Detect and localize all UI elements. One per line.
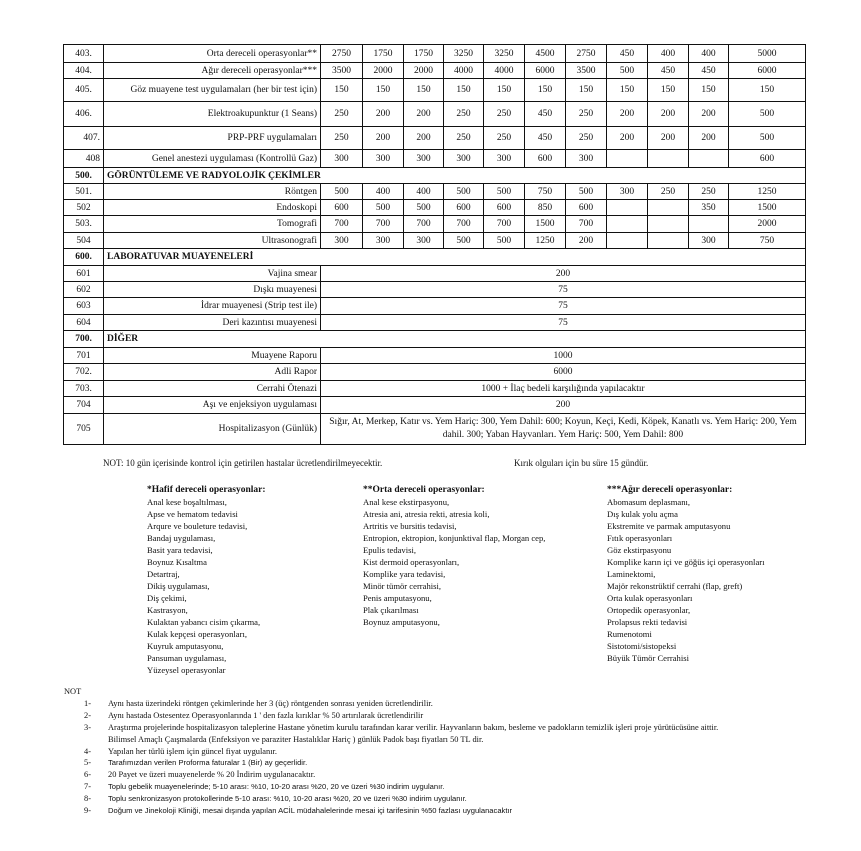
price-cell: 150 xyxy=(444,79,484,102)
section-code: 500. xyxy=(64,168,104,184)
footnote-number: 9- xyxy=(84,806,91,816)
table-row xyxy=(64,298,806,315)
price-cell: 200 xyxy=(363,102,404,127)
price-cell: 700 xyxy=(444,216,484,233)
list-item: Abomasum deplasmanı, xyxy=(607,497,691,507)
footnote-text: Doğum ve Jinekoloji Kliniği, mesai dışında yapılan ACİL müdahalelerinde mesai içi tarifesinin %50 fazlası uygulanacaktır xyxy=(108,806,513,816)
price-cell: 200 xyxy=(648,127,689,150)
row-code: 404. xyxy=(64,63,104,79)
price-cell: 200 xyxy=(648,102,689,127)
section-title: LABORATUVAR MUAYENELERİ xyxy=(104,249,806,266)
footnote-number: 5- xyxy=(84,758,91,768)
list-item: Kuyruk amputasyonu, xyxy=(147,641,224,651)
price-cell: 300 xyxy=(444,150,484,168)
price-cell: 500 xyxy=(729,102,806,127)
price-cell: 250 xyxy=(484,127,525,150)
list-item: Komplike karın içi ve göğüs içi operasyonları xyxy=(607,557,765,567)
row-description: Elektroakupunktur (1 Seans) xyxy=(104,102,321,127)
table-row xyxy=(64,397,806,414)
price-cell: 700 xyxy=(484,216,525,233)
row-price: 200 xyxy=(321,397,806,414)
price-cell xyxy=(648,233,689,249)
row-code: 504 xyxy=(64,233,104,249)
price-cell: 200 xyxy=(404,127,444,150)
price-cell: 300 xyxy=(689,233,729,249)
table-row xyxy=(64,266,806,282)
table-row xyxy=(64,348,806,364)
price-cell: 500 xyxy=(566,184,607,200)
footnote-item xyxy=(64,769,718,781)
table-row xyxy=(64,282,806,298)
row-description: Deri kazıntısı muayenesi xyxy=(104,315,321,331)
table-row xyxy=(64,233,806,249)
row-price: 1000 xyxy=(321,348,806,364)
light-operations-list xyxy=(147,484,266,676)
footnote-number: 1- xyxy=(84,698,91,708)
price-cell: 2750 xyxy=(566,45,607,63)
table-row xyxy=(64,200,806,216)
list-item: Kist dermoid operasyonları, xyxy=(363,557,460,567)
price-cell: 150 xyxy=(566,79,607,102)
list-item: Büyük Tümör Cerrahisi xyxy=(607,653,689,663)
price-cell: 850 xyxy=(525,200,566,216)
row-price: 200 xyxy=(321,266,806,282)
price-cell: 750 xyxy=(525,184,566,200)
row-description: Ultrasonografi xyxy=(104,233,321,249)
medium-operations-list xyxy=(363,484,545,628)
footnote-number: 7- xyxy=(84,782,91,792)
footnote-text: Aynı hastada Ostesentez Operasyonlarında 1 ' den fazla kırıklar % 50 artırılarak ücretlendirilir xyxy=(108,710,424,720)
price-cell: 450 xyxy=(648,63,689,79)
price-cell: 200 xyxy=(607,102,648,127)
list-item: Entropion, ektropion, konjunktival flap, Morgan cep, xyxy=(363,533,546,543)
footnote-item xyxy=(64,781,718,793)
row-description: PRP-PRF uygulamaları xyxy=(104,127,321,150)
table-row xyxy=(64,364,806,381)
row-code: 601 xyxy=(64,266,104,282)
list-item: Fıtık operasyonları xyxy=(607,533,673,543)
row-price: 6000 xyxy=(321,364,806,381)
list-item: Kastrasyon, xyxy=(147,605,188,615)
footnote-text: Araştırma projelerinde hospitalizasyon taleplerine Hastane yönetim kurulu tarafından karar verilir. Hayvanların bakım, besleme ve padokların temizlik işleri proje yürütücüsüne aittir. xyxy=(108,722,719,732)
row-code: 705 xyxy=(64,414,104,445)
price-cell: 250 xyxy=(566,127,607,150)
price-cell: 500 xyxy=(404,200,444,216)
footnote-text: 20 Payet ve üzeri muayenelerde % 20 İndirim uygulanacaktır. xyxy=(108,770,316,780)
price-cell: 1750 xyxy=(363,45,404,63)
list-item: Dikiş uygulaması, xyxy=(147,581,210,591)
list-item: Arqure ve bouleture tedavisi, xyxy=(147,521,248,531)
table-row xyxy=(64,216,806,233)
list-item: Anal kese boşaltılması, xyxy=(147,497,227,507)
price-cell: 1250 xyxy=(729,184,806,200)
price-cell: 200 xyxy=(689,102,729,127)
price-cell: 250 xyxy=(689,184,729,200)
row-description: Cerrahi Ötenazi xyxy=(104,381,321,397)
row-description: Adli Rapor xyxy=(104,364,321,381)
footnote-number: 8- xyxy=(84,794,91,804)
price-cell: 400 xyxy=(689,45,729,63)
row-description: Tomografi xyxy=(104,216,321,233)
price-cell: 150 xyxy=(404,79,444,102)
row-code: 604 xyxy=(64,315,104,331)
price-cell: 150 xyxy=(525,79,566,102)
price-cell: 700 xyxy=(321,216,363,233)
table-row xyxy=(64,63,806,79)
footnote-item xyxy=(64,722,718,734)
row-code: 502 xyxy=(64,200,104,216)
list-item: Pansuman uygulaması, xyxy=(147,653,227,663)
price-cell: 150 xyxy=(729,79,806,102)
price-cell: 500 xyxy=(607,63,648,79)
price-cell: 250 xyxy=(321,102,363,127)
heavy-operations-list xyxy=(607,484,765,664)
price-cell xyxy=(689,216,729,233)
price-cell: 200 xyxy=(404,102,444,127)
price-cell: 600 xyxy=(484,200,525,216)
section-code: 700. xyxy=(64,331,104,348)
row-price: 1000 + İlaç bedeli karşılığında yapılacaktır xyxy=(321,381,806,397)
row-description: Genel anestezi uygulaması (Kontrollü Gaz) xyxy=(104,150,321,168)
footnotes-items xyxy=(64,698,718,817)
list-item: Kulaktan yabancı cisim çıkarma, xyxy=(147,617,261,627)
price-cell: 300 xyxy=(566,150,607,168)
price-cell: 200 xyxy=(607,127,648,150)
price-cell: 750 xyxy=(729,233,806,249)
footnote-item xyxy=(64,793,718,805)
light-operations-title: *Hafif dereceli operasyonlar: xyxy=(147,485,266,495)
row-price: Sığır, At, Merkep, Katır vs. Yem Hariç: 300, Yem Dahil: 600; Koyun, Keçi, Kedi, Köpek, Kanatlı vs. Yem Hariç: 200, Yem dahil. 300; Yaban Hayvanları. Yem Hariç: 500, Yem Dahil: 800 xyxy=(321,414,806,445)
row-price: 75 xyxy=(321,315,806,331)
row-description: Hospitalizasyon (Günlük) xyxy=(104,414,321,445)
price-cell: 3250 xyxy=(444,45,484,63)
list-item: Epulis tedavisi, xyxy=(363,545,416,555)
row-description: Muayene Raporu xyxy=(104,348,321,364)
price-cell: 150 xyxy=(689,79,729,102)
price-table xyxy=(63,44,806,445)
footnotes-title: NOT xyxy=(64,687,82,696)
price-cell: 700 xyxy=(363,216,404,233)
price-cell xyxy=(607,233,648,249)
price-cell: 6000 xyxy=(525,63,566,79)
price-cell: 500 xyxy=(444,184,484,200)
footnote-item xyxy=(64,746,718,758)
footnote-number: 6- xyxy=(84,770,91,780)
section-title: DİĞER xyxy=(104,331,806,348)
price-cell: 250 xyxy=(566,102,607,127)
price-cell: 150 xyxy=(607,79,648,102)
footnote-continuation: Bilimsel Amaçlı Çaışmalarda (Enfeksiyon ve paraziter Hastalıklar Hariç ) günlük Padok başı fiyatları 50 TL dir. xyxy=(108,734,484,744)
price-cell: 200 xyxy=(363,127,404,150)
price-cell: 300 xyxy=(363,150,404,168)
price-cell: 6000 xyxy=(729,63,806,79)
price-cell: 500 xyxy=(321,184,363,200)
row-code: 702. xyxy=(64,364,104,381)
row-code: 503. xyxy=(64,216,104,233)
list-item: Detartraj, xyxy=(147,569,180,579)
section-row xyxy=(64,331,806,348)
price-cell: 3250 xyxy=(484,45,525,63)
price-cell: 1250 xyxy=(525,233,566,249)
price-cell: 600 xyxy=(444,200,484,216)
row-description: Dışkı muayenesi xyxy=(104,282,321,298)
list-item: Bandaj uygulaması, xyxy=(147,533,216,543)
price-cell: 150 xyxy=(363,79,404,102)
list-item: Penis amputasyonu, xyxy=(363,593,432,603)
price-cell: 3500 xyxy=(566,63,607,79)
footnote-text: Toplu gebelik muayenelerinde; 5-10 arası: %10, 10-20 arası %20, 20 ve üzeri %30 indirim uygulanır. xyxy=(108,782,445,792)
fracture-note: Kırık olguları için bu süre 15 gündür. xyxy=(514,458,649,468)
row-price: 75 xyxy=(321,282,806,298)
price-cell: 300 xyxy=(321,150,363,168)
row-code: 703. xyxy=(64,381,104,397)
row-description: Röntgen xyxy=(104,184,321,200)
list-item: Yüzeysel operasyonlar xyxy=(147,665,226,675)
table-row xyxy=(64,127,806,150)
list-item: Ortopedik operasyonlar, xyxy=(607,605,691,615)
row-description: Aşı ve enjeksiyon uygulaması xyxy=(104,397,321,414)
price-cell: 3500 xyxy=(321,63,363,79)
row-description: Orta dereceli operasyonlar** xyxy=(104,45,321,63)
price-cell: 2000 xyxy=(404,63,444,79)
price-cell: 600 xyxy=(566,200,607,216)
list-item: Diş çekimi, xyxy=(147,593,187,603)
price-cell: 4000 xyxy=(444,63,484,79)
footnote-text: Yapılan her türlü işlem için güncel fiyat uygulanır. xyxy=(108,746,277,756)
footnote-number: 4- xyxy=(84,746,91,756)
table-row xyxy=(64,414,806,445)
price-cell xyxy=(648,150,689,168)
price-cell xyxy=(607,200,648,216)
footnote-item xyxy=(64,757,718,769)
price-cell: 300 xyxy=(607,184,648,200)
list-item: Dış kulak yolu açma xyxy=(607,509,678,519)
price-table-body xyxy=(64,45,806,445)
price-cell xyxy=(648,216,689,233)
row-code: 501. xyxy=(64,184,104,200)
section-row xyxy=(64,168,806,184)
footnote-item xyxy=(64,698,718,710)
list-item: Minör tümör cerrahisi, xyxy=(363,581,442,591)
table-row xyxy=(64,381,806,397)
footnote-item xyxy=(64,710,718,722)
row-description: İdrar muayenesi (Strip test ile) xyxy=(104,298,321,315)
price-cell: 150 xyxy=(648,79,689,102)
price-cell: 300 xyxy=(363,233,404,249)
price-cell: 2750 xyxy=(321,45,363,63)
price-cell: 200 xyxy=(689,127,729,150)
price-cell: 150 xyxy=(484,79,525,102)
list-item: Orta kulak operasyonları xyxy=(607,593,693,603)
list-item: Anal kese ekstirpasyonu, xyxy=(363,497,450,507)
price-cell xyxy=(689,150,729,168)
footnote-number: 2- xyxy=(84,710,91,720)
row-code: 602 xyxy=(64,282,104,298)
row-code: 407. xyxy=(64,127,104,150)
footnotes xyxy=(64,686,718,817)
table-row xyxy=(64,150,806,168)
price-cell: 450 xyxy=(525,127,566,150)
list-item: Kulak kepçesi operasyonları, xyxy=(147,629,247,639)
price-cell: 300 xyxy=(321,233,363,249)
price-cell: 2000 xyxy=(729,216,806,233)
price-cell: 5000 xyxy=(729,45,806,63)
price-cell: 1750 xyxy=(404,45,444,63)
price-cell: 1500 xyxy=(525,216,566,233)
list-item: Boynuz Kısaltma xyxy=(147,557,207,567)
price-cell: 500 xyxy=(484,233,525,249)
row-code: 408 xyxy=(64,150,104,168)
price-cell: 500 xyxy=(444,233,484,249)
row-code: 603 xyxy=(64,298,104,315)
price-cell: 700 xyxy=(566,216,607,233)
price-cell: 600 xyxy=(525,150,566,168)
control-note: NOT: 10 gün içerisinde kontrol için getirilen hastalar ücretlendirilmeyecektir. xyxy=(103,458,383,468)
list-item: Göz ekstirpasyonu xyxy=(607,545,672,555)
row-description: Endoskopi xyxy=(104,200,321,216)
footnote-text: Toplu senkronizasyon protokollerinde 5-10 arası: %10, 10-20 arası %20, 20 ve üzeri %30 indirim uygulanır. xyxy=(108,794,467,804)
price-cell: 700 xyxy=(404,216,444,233)
price-cell: 500 xyxy=(363,200,404,216)
footnote-text: Tarafımızdan verilen Proforma faturalar 1 (Bir) ay geçerlidir. xyxy=(108,758,308,768)
section-row xyxy=(64,249,806,266)
heavy-operations-items xyxy=(607,496,765,664)
price-cell: 4000 xyxy=(484,63,525,79)
medium-operations-items xyxy=(363,496,545,628)
price-cell: 1500 xyxy=(729,200,806,216)
price-cell: 400 xyxy=(648,45,689,63)
row-code: 406. xyxy=(64,102,104,127)
list-item: Plak çıkarılması xyxy=(363,605,419,615)
price-cell: 2000 xyxy=(363,63,404,79)
price-cell: 150 xyxy=(321,79,363,102)
table-row xyxy=(64,102,806,127)
price-cell: 4500 xyxy=(525,45,566,63)
footnote-text: Aynı hasta üzerindeki röntgen çekimlerinde her 3 (üç) röntgenden sonrası yeniden ücretlendirilir. xyxy=(108,698,433,708)
price-cell: 250 xyxy=(484,102,525,127)
row-description: Vajina smear xyxy=(104,266,321,282)
price-cell: 200 xyxy=(566,233,607,249)
list-item: Atresia ani, atresia rekti, atresia koli, xyxy=(363,509,490,519)
price-cell: 500 xyxy=(484,184,525,200)
price-cell xyxy=(607,150,648,168)
list-item: Rumenotomi xyxy=(607,629,652,639)
medium-operations-title: **Orta dereceli operasyonlar: xyxy=(363,485,485,495)
heavy-operations-title: ***Ağır dereceli operasyonlar: xyxy=(607,485,733,495)
table-row xyxy=(64,45,806,63)
price-cell xyxy=(607,216,648,233)
list-item: Laminektomi, xyxy=(607,569,656,579)
list-item: Basit yara tedavisi, xyxy=(147,545,213,555)
price-cell: 450 xyxy=(525,102,566,127)
row-description: Göz muayene test uygulamaları (her bir test için) xyxy=(104,79,321,102)
table-row xyxy=(64,79,806,102)
price-cell xyxy=(648,200,689,216)
price-cell: 450 xyxy=(607,45,648,63)
row-code: 403. xyxy=(64,45,104,63)
list-item: Prolapsus rekti tedavisi xyxy=(607,617,688,627)
price-cell: 300 xyxy=(484,150,525,168)
price-cell: 300 xyxy=(404,233,444,249)
section-title: GÖRÜNTÜLEME VE RADYOLOJİK ÇEKİMLER xyxy=(104,168,806,184)
price-cell: 250 xyxy=(444,127,484,150)
price-cell: 600 xyxy=(729,150,806,168)
price-cell: 350 xyxy=(689,200,729,216)
table-row xyxy=(64,184,806,200)
section-code: 600. xyxy=(64,249,104,266)
list-item: Sistotomi/sistopeksi xyxy=(607,641,677,651)
list-item: Majör rekonstrüktif cerrahi (flap, greft) xyxy=(607,581,743,591)
price-cell: 600 xyxy=(321,200,363,216)
list-item: Artritis ve bursitis tedavisi, xyxy=(363,521,457,531)
price-cell: 400 xyxy=(404,184,444,200)
price-cell: 450 xyxy=(689,63,729,79)
footnote-item xyxy=(64,805,718,817)
list-item: Boynuz amputasyonu, xyxy=(363,617,440,627)
light-operations-items xyxy=(147,496,266,676)
price-cell: 300 xyxy=(404,150,444,168)
list-item: Apse ve hematom tedavisi xyxy=(147,509,238,519)
list-item: Ekstremite ve parmak amputasyonu xyxy=(607,521,731,531)
row-code: 701 xyxy=(64,348,104,364)
row-code: 405. xyxy=(64,79,104,102)
table-row xyxy=(64,315,806,331)
footnote-number: 3- xyxy=(84,722,91,732)
list-item: Komplike yara tedavisi, xyxy=(363,569,446,579)
price-cell: 250 xyxy=(648,184,689,200)
price-cell: 250 xyxy=(321,127,363,150)
price-cell: 400 xyxy=(363,184,404,200)
price-cell: 500 xyxy=(729,127,806,150)
price-cell: 250 xyxy=(444,102,484,127)
row-code: 704 xyxy=(64,397,104,414)
row-price: 75 xyxy=(321,298,806,315)
row-description: Ağır dereceli operasyonlar*** xyxy=(104,63,321,79)
